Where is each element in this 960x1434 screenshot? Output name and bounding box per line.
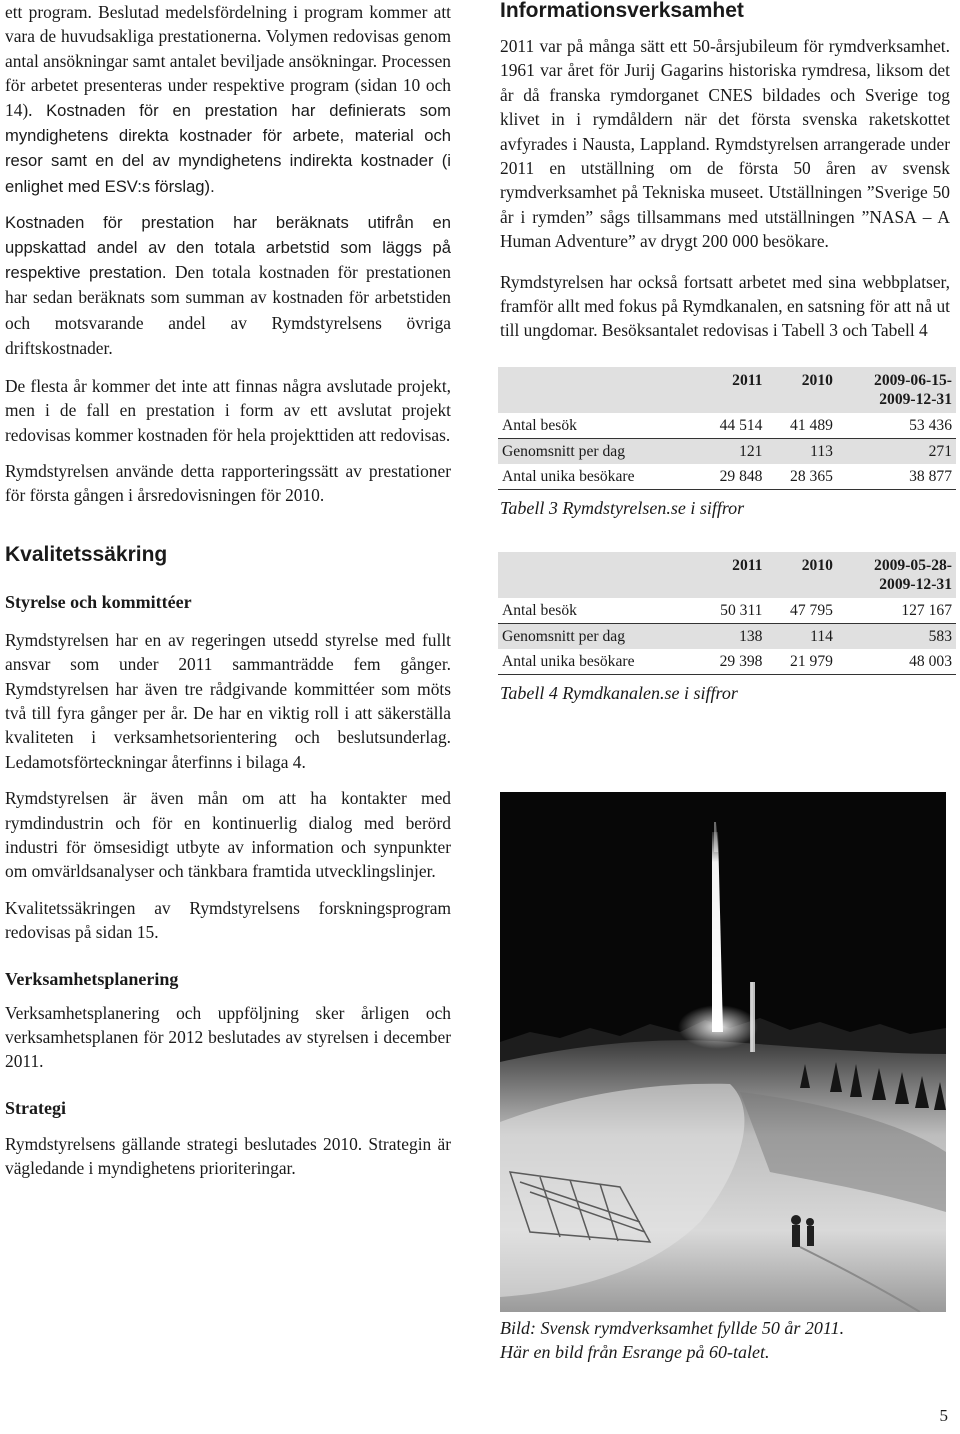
table-cell: Antal unika besökare [498, 649, 696, 675]
table-header-empty [498, 367, 696, 413]
table-header-empty [498, 552, 696, 598]
caption-tabell-4: Tabell 4 Rymdkanalen.se i siffror [500, 682, 738, 703]
paragraph-kontakter: Rymdstyrelsen är även mån om att ha kontakter med rymdindustrin och för en kontinuerlig dialog med berörd industri för ömsesidigt utbyte av information och synpunkter om omvärldsanalyser och tänkbara framtida utvecklingslinjer. [5, 788, 451, 882]
table-cell: Genomsnitt per dag [498, 438, 696, 464]
page-number: 5 [939, 1406, 948, 1425]
table-header-2011: 2011 [696, 552, 766, 598]
table-cell: 127 167 [837, 598, 956, 624]
table-header-row [498, 367, 956, 413]
photo-caption [500, 1316, 960, 1364]
table-row [498, 623, 956, 649]
paragraph-kostnad-beraknats [5, 211, 451, 361]
paragraph-webbplatser: Rymdstyrelsen har också fortsatt arbetet med sina webbplatser, framför allt med fokus på Rymdkanalen, en satsning för att nå ut till ungdomar. Besöksantalet redovisas i Tabell 3 och Tabell 4 [500, 271, 950, 341]
heading-styrelse-kommitteer: Styrelse och kommittéer [5, 591, 192, 612]
table-row [498, 649, 956, 675]
table-rymdstyrelsen-stats [498, 367, 956, 490]
table-header-2010: 2010 [766, 552, 836, 598]
table-header-period: 2009-05-28- 2009-12-31 [837, 552, 956, 598]
table-header-2010: 2010 [766, 367, 836, 413]
table-row [498, 464, 956, 490]
table-rymdkanalen-stats [498, 552, 956, 675]
photo-esrange-rocket-launch [500, 792, 946, 1312]
table-cell: 121 [696, 438, 766, 464]
caption-tabell-3: Tabell 3 Rymdstyrelsen.se i siffror [500, 497, 745, 518]
text-kostnad-andel: Kostnaden för prestation har beräknats utifrån en uppskattad andel av den totala arbetstid som läggs på respektive prestation. [5, 213, 451, 283]
table-header-2011: 2011 [696, 367, 766, 413]
table-header-period: 2009-06-15- 2009-12-31 [837, 367, 956, 413]
paragraph-jubileum: 2011 var på många sätt ett 50-årsjubileum för rymdverksamhet. 1961 var året för Jurij Gagarins historiska rymdresa, liksom det år då franska rymdorganet CNES bildades och Sverige tog klivet in i rymdåldern när det första svenska raketskottet avfyrades i Nausta, Lappland. Rymdstyrelsen arrangerade under 2011 en utställning om de första 50 åren av svensk rymdverksamhet på Tekniska museet. Utställningen ”Sverige 50 år i rymden” sågs tillsammans med utställningen ”NASA – A Human Adventure” av drygt 200 000 besökare. [500, 36, 950, 252]
paragraph-forskningsprogram: Kvalitetssäkringen av Rymdstyrelsens forskningsprogram redovisas på sidan 15. [5, 897, 451, 943]
table-cell: 113 [766, 438, 836, 464]
table-cell: 29 398 [696, 649, 766, 675]
paragraph-rapporteringssatt: Rymdstyrelsen använde detta rapporteringssätt av prestationer för första gången i årsredovisningen för 2010. [5, 460, 451, 506]
heading-verksamhetsplanering: Verksamhetsplanering [5, 968, 179, 989]
table-cell: Antal besök [498, 413, 696, 439]
paragraph-avslutade-projekt: De flesta år kommer det inte att finnas några avslutade projekt, men i de fall en prestation i form av ett avslutat projekt redovisas kommer kostnaden för hela projekttiden att redovisas. [5, 375, 451, 445]
photo-caption-line-1: Bild: Svensk rymdverksamhet fyllde 50 år 2011. [500, 1318, 845, 1338]
table-cell: 47 795 [766, 598, 836, 624]
table-cell: 41 489 [766, 413, 836, 439]
table-row [498, 438, 956, 464]
photo-caption-line-2: Här en bild från Esrange på 60-talet. [500, 1342, 770, 1362]
heading-informationsverksamhet: Informationsverksamhet [500, 0, 744, 22]
table-cell: 38 877 [837, 464, 956, 490]
paragraph-styrelse: Rymdstyrelsen har en av regeringen utsedd styrelse med fullt ansvar som under 2011 sammanträdde fem gånger. Rymdstyrelsen har även tre rådgivande kommittéer som möts två till fyra gånger per år. De har en viktig roll i att säkerställa kvaliteten i verksamhetsorientering och beslutsunderlag. Ledamotsförteckningar återfinns i bilaga 4. [5, 629, 451, 772]
left-column [5, 0, 451, 1193]
table-cell: 138 [696, 623, 766, 649]
right-column [500, 0, 952, 1362]
table-cell: 50 311 [696, 598, 766, 624]
text-kostnad-definition: Kostnaden för en prestation har definierats som myndighetens direkta kostnader för arbete, material och resor samt en del av myndighetens indirekta kostnader (i enlighet med ESV:s förslag). [5, 100, 451, 196]
table-cell: 271 [837, 438, 956, 464]
table-cell: 583 [837, 623, 956, 649]
table-cell: 48 003 [837, 649, 956, 675]
table-cell: Antal unika besökare [498, 464, 696, 490]
table-cell: 114 [766, 623, 836, 649]
text-program: ett program. Beslutad medelsfördelning i program kommer att vara de huvudsakliga prestationerna. Volymen redovisas genom antal ansökningar samt antalet beviljade ansökningar. Processen för arbetet presenteras under respektive program (sidan 10 och 14). [5, 2, 451, 120]
table-cell: Antal besök [498, 598, 696, 624]
table-header-row [498, 552, 956, 598]
heading-kvalitetssakring: Kvalitetssäkring [5, 542, 168, 566]
table-cell: 28 365 [766, 464, 836, 490]
paragraph-strategi: Rymdstyrelsens gällande strategi beslutades 2010. Strategin är vägledande i myndighetens prioriteringar. [5, 1133, 451, 1179]
heading-strategi: Strategi [5, 1097, 66, 1118]
table-cell: 21 979 [766, 649, 836, 675]
table-cell: 53 436 [837, 413, 956, 439]
table-cell: 44 514 [696, 413, 766, 439]
table-row [498, 413, 956, 439]
table-cell: 29 848 [696, 464, 766, 490]
table-row [498, 598, 956, 624]
paragraph-verksamhetsplanering: Verksamhetsplanering och uppföljning sker årligen och verksamhetsplanen för 2012 beslutades av styrelsen i december 2011. [5, 1002, 451, 1072]
photo-illustration [500, 792, 946, 1312]
table-cell: Genomsnitt per dag [498, 623, 696, 649]
paragraph-prestation-intro [5, 0, 451, 199]
text-kostnad-summa: Den totala kostnaden för prestationen har sedan beräknats som summan av kostnaden för arbetstiden och motsvarande andel av Rymdstyrelsens övriga driftskostnader. [5, 262, 451, 359]
